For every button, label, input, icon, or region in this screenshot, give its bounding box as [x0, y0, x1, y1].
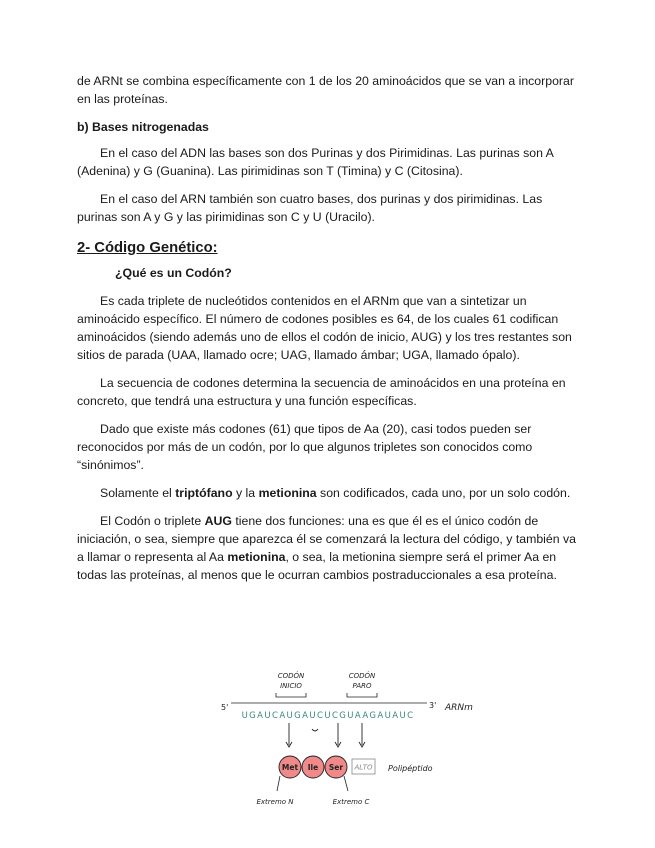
- start-bracket: [276, 693, 306, 697]
- text-run: , o sea, la metionina siempre será el primer Aa en todas las proteínas, al menos que le ocurran cambios postraduccionales a esa proteína.: [77, 550, 557, 582]
- codon-stop-label-1: CODÓN: [348, 672, 376, 680]
- end-c-line: [344, 776, 348, 791]
- mrna-sequence: UGAUCAUGAUCUCGUAAGAUAUC: [241, 711, 415, 721]
- mrna-label: ARNm: [445, 703, 473, 713]
- adn-paragraph: En el caso del ADN las bases son dos Purinas y dos Pirimidinas. Las purinas son A (Adenina) y G (Guanina). Las pirimidinas son T (Timina) y C (Citosina).: [77, 146, 554, 178]
- codon-sequence-paragraph: La secuencia de codones determina la secuencia de aminoácidos en una proteína en concreto, que tendrá una estructura y una función específicas.: [77, 376, 566, 408]
- single-codon-paragraph: [77, 484, 582, 502]
- aa-ser-label: Ser: [328, 763, 344, 772]
- arn-paragraph: En el caso del ARN también son cuatro bases, dos purinas y dos pirimidinas. Las purinas son A y G y las pirimidinas son C y U (Uracilo).: [77, 192, 543, 224]
- text-run: y la: [232, 486, 259, 500]
- section-heading-codigo-genetico: 2- Código Genético:: [77, 240, 218, 256]
- bold-aug: AUG: [204, 514, 232, 528]
- aa-ile-label: Ile: [307, 763, 319, 772]
- codon-translation-figure: [215, 663, 473, 813]
- bold-metionina-2: metionina: [227, 550, 286, 564]
- intro-paragraph: de ARNt se combina específicamente con 1 de los 20 aminoácidos que se van a incorporar en las proteínas.: [77, 74, 574, 106]
- document-page: [77, 72, 582, 584]
- stop-box-label: ALTO: [354, 763, 373, 772]
- codon-definition-paragraph: Es cada triplete de nucleótidos contenidos en el ARNm que van a sintetizar un aminoácido específico. El número de codones posibles es 64, de los cuales 61 codifican aminoácidos (siendo además uno de ellos el codón de inicio, AUG) y los tres restantes son sitios de parada (UAA, llamado ocre; UAG, llamado ámbar; UGA, llamado ópalo).: [77, 294, 572, 362]
- text-run: son codificados, cada uno, por un solo codón.: [316, 486, 571, 500]
- text-run: tiene dos funciones: una es que él es el único codón de iniciación, o sea, siempre que aparezca él se comenzará la lectura del código, y también va a llamar o representa al Aa: [77, 514, 576, 564]
- stop-bracket: [347, 693, 377, 697]
- squiggle-ile: [312, 729, 318, 731]
- codon-start-label-2: INICIO: [280, 682, 302, 690]
- polypeptide-label: Polipéptido: [388, 764, 433, 773]
- end-c-label: Extremo C: [332, 798, 370, 806]
- aug-paragraph: [77, 512, 582, 584]
- bases-heading: b) Bases nitrogenadas: [77, 120, 209, 134]
- three-prime-label: 3': [429, 701, 437, 710]
- codon-start-label-1: CODÓN: [277, 672, 305, 680]
- text-run: El Codón o triplete: [100, 514, 205, 528]
- bold-triptofano: triptófano: [175, 486, 233, 500]
- question-heading-codon: ¿Qué es un Codón?: [115, 266, 232, 280]
- end-n-label: Extremo N: [256, 798, 294, 806]
- five-prime-label: 5': [221, 703, 229, 712]
- synonyms-paragraph: Dado que existe más codones (61) que tipos de Aa (20), casi todos pueden ser reconocidos por más de un codón, por lo que algunos tripletes son conocidos como “sinónimos”.: [77, 422, 533, 472]
- text-run: Solamente el: [100, 486, 176, 500]
- codon-stop-label-2: PARO: [352, 682, 372, 690]
- end-n-line: [277, 776, 280, 791]
- bold-metionina: metionina: [258, 486, 317, 500]
- codon-arrows: [286, 723, 365, 747]
- aa-met-label: Met: [281, 763, 299, 772]
